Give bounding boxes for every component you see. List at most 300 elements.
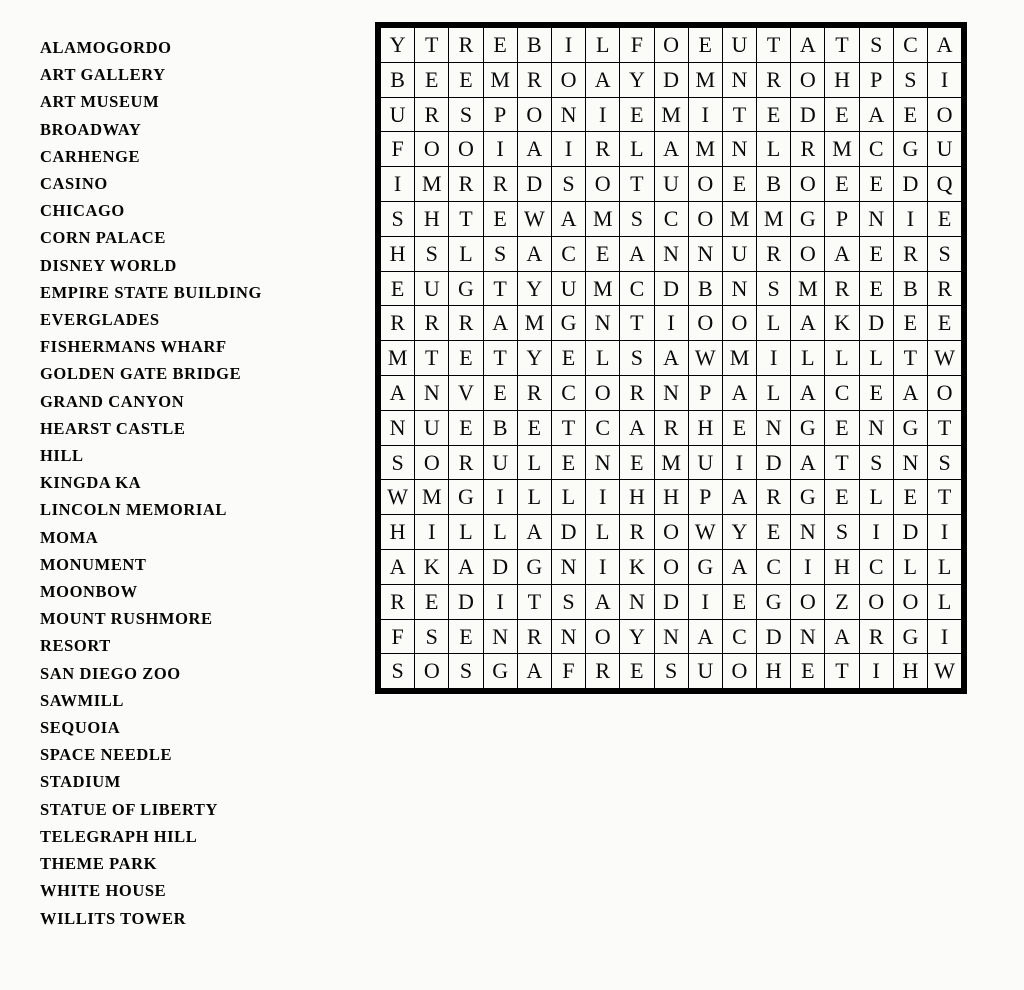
grid-cell[interactable]: I [791, 549, 825, 584]
grid-cell[interactable]: S [381, 654, 415, 689]
grid-cell[interactable]: O [791, 584, 825, 619]
grid-cell[interactable]: D [551, 515, 585, 550]
grid-cell[interactable]: H [825, 62, 859, 97]
grid-cell[interactable]: O [654, 549, 688, 584]
grid-cell[interactable]: S [928, 236, 962, 271]
grid-cell[interactable]: A [620, 410, 654, 445]
grid-cell[interactable]: N [791, 515, 825, 550]
grid-cell[interactable]: O [415, 445, 449, 480]
grid-cell[interactable]: A [859, 97, 893, 132]
grid-cell[interactable]: O [415, 654, 449, 689]
grid-cell[interactable]: H [688, 410, 722, 445]
grid-cell[interactable]: C [859, 549, 893, 584]
grid-cell[interactable]: U [688, 654, 722, 689]
grid-cell[interactable]: L [859, 480, 893, 515]
grid-cell[interactable]: E [586, 236, 620, 271]
grid-cell[interactable]: I [688, 584, 722, 619]
grid-cell[interactable]: N [757, 410, 791, 445]
grid-cell[interactable]: A [586, 584, 620, 619]
grid-cell[interactable]: E [722, 167, 756, 202]
grid-cell[interactable]: L [928, 584, 962, 619]
word-list-item[interactable]: LINCOLN MEMORIAL [40, 500, 227, 520]
grid-cell[interactable]: R [449, 445, 483, 480]
grid-cell[interactable]: T [449, 201, 483, 236]
grid-cell[interactable]: O [688, 201, 722, 236]
grid-cell[interactable]: I [381, 167, 415, 202]
grid-cell[interactable]: U [722, 28, 756, 63]
grid-cell[interactable]: L [517, 445, 551, 480]
word-list-item[interactable]: TELEGRAPH HILL [40, 826, 198, 846]
grid-cell[interactable]: M [654, 445, 688, 480]
grid-cell[interactable]: E [449, 62, 483, 97]
word-list-item[interactable]: MOUNT RUSHMORE [40, 609, 213, 629]
grid-cell[interactable]: U [688, 445, 722, 480]
grid-cell[interactable]: T [415, 341, 449, 376]
grid-cell[interactable]: D [483, 549, 517, 584]
grid-cell[interactable]: E [551, 341, 585, 376]
grid-cell[interactable]: T [928, 410, 962, 445]
grid-cell[interactable]: R [825, 271, 859, 306]
grid-cell[interactable]: T [620, 167, 654, 202]
grid-cell[interactable]: D [757, 619, 791, 654]
grid-cell[interactable]: L [449, 515, 483, 550]
grid-cell[interactable]: S [483, 236, 517, 271]
grid-cell[interactable]: O [893, 584, 927, 619]
grid-cell[interactable]: M [381, 341, 415, 376]
grid-cell[interactable]: E [791, 654, 825, 689]
grid-cell[interactable]: L [586, 515, 620, 550]
grid-cell[interactable]: G [517, 549, 551, 584]
grid-cell[interactable]: T [483, 341, 517, 376]
grid-cell[interactable]: G [791, 410, 825, 445]
word-list-item[interactable]: GOLDEN GATE BRIDGE [40, 364, 242, 384]
grid-cell[interactable]: W [517, 201, 551, 236]
grid-cell[interactable]: Q [928, 167, 962, 202]
grid-cell[interactable]: N [654, 619, 688, 654]
grid-cell[interactable]: E [620, 654, 654, 689]
grid-cell[interactable]: Y [517, 271, 551, 306]
grid-cell[interactable]: N [586, 445, 620, 480]
grid-cell[interactable]: A [517, 132, 551, 167]
word-list-item[interactable]: WILLITS TOWER [40, 908, 187, 928]
grid-cell[interactable]: G [688, 549, 722, 584]
grid-cell[interactable]: A [586, 62, 620, 97]
grid-cell[interactable]: A [620, 236, 654, 271]
grid-cell[interactable]: E [449, 410, 483, 445]
grid-cell[interactable]: H [620, 480, 654, 515]
grid-cell[interactable]: E [620, 97, 654, 132]
grid-cell[interactable]: S [859, 28, 893, 63]
grid-cell[interactable]: B [517, 28, 551, 63]
grid-cell[interactable]: E [928, 306, 962, 341]
grid-cell[interactable]: A [722, 375, 756, 410]
grid-cell[interactable]: P [688, 480, 722, 515]
grid-cell[interactable]: T [825, 28, 859, 63]
grid-cell[interactable]: C [551, 375, 585, 410]
grid-cell[interactable]: N [586, 306, 620, 341]
grid-cell[interactable]: A [654, 341, 688, 376]
grid-cell[interactable]: L [893, 549, 927, 584]
grid-cell[interactable]: O [791, 236, 825, 271]
grid-cell[interactable]: H [825, 549, 859, 584]
grid-cell[interactable]: U [928, 132, 962, 167]
grid-cell[interactable]: D [449, 584, 483, 619]
grid-cell[interactable]: N [654, 375, 688, 410]
grid-cell[interactable]: I [551, 28, 585, 63]
grid-cell[interactable]: R [415, 306, 449, 341]
grid-cell[interactable]: S [859, 445, 893, 480]
grid-cell[interactable]: O [449, 132, 483, 167]
grid-cell[interactable]: R [757, 62, 791, 97]
grid-cell[interactable]: R [757, 236, 791, 271]
grid-cell[interactable]: G [791, 201, 825, 236]
grid-cell[interactable]: O [791, 167, 825, 202]
grid-cell[interactable]: O [517, 97, 551, 132]
grid-cell[interactable]: H [381, 515, 415, 550]
grid-cell[interactable]: U [654, 167, 688, 202]
grid-cell[interactable]: E [620, 445, 654, 480]
grid-cell[interactable]: R [381, 584, 415, 619]
grid-cell[interactable]: R [517, 62, 551, 97]
grid-cell[interactable]: I [757, 341, 791, 376]
word-list-item[interactable]: MOONBOW [40, 582, 138, 602]
grid-cell[interactable]: D [517, 167, 551, 202]
grid-cell[interactable]: U [415, 271, 449, 306]
grid-cell[interactable]: B [893, 271, 927, 306]
grid-cell[interactable]: T [928, 480, 962, 515]
grid-cell[interactable]: N [722, 62, 756, 97]
grid-cell[interactable]: D [859, 306, 893, 341]
grid-cell[interactable]: L [825, 341, 859, 376]
word-list-item[interactable]: SEQUOIA [40, 718, 121, 738]
word-list-item[interactable]: THEME PARK [40, 854, 158, 874]
grid-cell[interactable]: I [586, 480, 620, 515]
grid-cell[interactable]: R [517, 619, 551, 654]
grid-cell[interactable]: G [551, 306, 585, 341]
grid-cell[interactable]: I [893, 201, 927, 236]
grid-cell[interactable]: T [825, 654, 859, 689]
word-list-item[interactable]: EVERGLADES [40, 310, 160, 330]
grid-cell[interactable]: T [825, 445, 859, 480]
grid-cell[interactable]: A [551, 201, 585, 236]
grid-cell[interactable]: Y [381, 28, 415, 63]
grid-cell[interactable]: E [859, 236, 893, 271]
grid-cell[interactable]: O [654, 515, 688, 550]
grid-cell[interactable]: R [483, 167, 517, 202]
grid-cell[interactable]: D [791, 97, 825, 132]
grid-cell[interactable]: E [757, 97, 791, 132]
grid-cell[interactable]: S [893, 62, 927, 97]
grid-cell[interactable]: G [893, 619, 927, 654]
grid-cell[interactable]: E [722, 410, 756, 445]
grid-cell[interactable]: K [620, 549, 654, 584]
grid-cell[interactable]: N [791, 619, 825, 654]
grid-cell[interactable]: P [825, 201, 859, 236]
word-list-item[interactable]: STADIUM [40, 772, 121, 792]
grid-cell[interactable]: T [517, 584, 551, 619]
grid-cell[interactable]: A [654, 132, 688, 167]
grid-cell[interactable]: Y [517, 341, 551, 376]
grid-cell[interactable]: Z [825, 584, 859, 619]
grid-cell[interactable]: E [893, 97, 927, 132]
word-list-item[interactable]: CORN PALACE [40, 228, 166, 248]
grid-cell[interactable]: I [586, 97, 620, 132]
grid-cell[interactable]: C [757, 549, 791, 584]
grid-cell[interactable]: L [620, 132, 654, 167]
grid-cell[interactable]: L [586, 341, 620, 376]
grid-cell[interactable]: M [757, 201, 791, 236]
word-list-item[interactable]: CARHENGE [40, 146, 141, 166]
grid-cell[interactable]: W [688, 341, 722, 376]
grid-cell[interactable]: I [688, 97, 722, 132]
grid-cell[interactable]: E [483, 375, 517, 410]
grid-cell[interactable]: A [381, 549, 415, 584]
grid-cell[interactable]: C [551, 236, 585, 271]
grid-cell[interactable]: N [551, 619, 585, 654]
grid-cell[interactable]: E [449, 341, 483, 376]
grid-cell[interactable]: N [551, 97, 585, 132]
grid-cell[interactable]: L [551, 480, 585, 515]
grid-cell[interactable]: M [415, 480, 449, 515]
grid-cell[interactable]: O [586, 619, 620, 654]
grid-cell[interactable]: U [381, 97, 415, 132]
grid-cell[interactable]: K [415, 549, 449, 584]
grid-cell[interactable]: L [586, 28, 620, 63]
grid-cell[interactable]: N [722, 271, 756, 306]
grid-cell[interactable]: S [415, 619, 449, 654]
grid-cell[interactable]: K [825, 306, 859, 341]
grid-cell[interactable]: R [449, 306, 483, 341]
grid-cell[interactable]: D [654, 271, 688, 306]
grid-cell[interactable]: I [551, 132, 585, 167]
grid-cell[interactable]: C [893, 28, 927, 63]
grid-cell[interactable]: O [551, 62, 585, 97]
grid-cell[interactable]: C [722, 619, 756, 654]
grid-cell[interactable]: E [551, 445, 585, 480]
grid-cell[interactable]: E [449, 619, 483, 654]
word-list-item[interactable]: MOMA [40, 527, 99, 547]
grid-cell[interactable]: U [415, 410, 449, 445]
grid-cell[interactable]: Y [620, 619, 654, 654]
grid-cell[interactable]: F [381, 619, 415, 654]
grid-cell[interactable]: E [415, 62, 449, 97]
grid-cell[interactable]: R [586, 654, 620, 689]
grid-cell[interactable]: E [381, 271, 415, 306]
grid-cell[interactable]: E [757, 515, 791, 550]
grid-cell[interactable]: R [449, 167, 483, 202]
grid-cell[interactable]: W [381, 480, 415, 515]
grid-cell[interactable]: T [415, 28, 449, 63]
grid-cell[interactable]: M [688, 132, 722, 167]
grid-cell[interactable]: O [688, 167, 722, 202]
grid-cell[interactable]: E [859, 167, 893, 202]
grid-cell[interactable]: S [620, 201, 654, 236]
grid-cell[interactable]: A [381, 375, 415, 410]
grid-cell[interactable]: A [791, 306, 825, 341]
grid-cell[interactable]: F [551, 654, 585, 689]
grid-cell[interactable]: O [859, 584, 893, 619]
word-list-item[interactable]: RESORT [40, 636, 111, 656]
grid-cell[interactable]: M [415, 167, 449, 202]
grid-cell[interactable]: O [928, 97, 962, 132]
grid-cell[interactable]: D [654, 62, 688, 97]
grid-cell[interactable]: I [928, 515, 962, 550]
grid-cell[interactable]: A [517, 654, 551, 689]
grid-cell[interactable]: S [825, 515, 859, 550]
grid-cell[interactable]: M [483, 62, 517, 97]
grid-cell[interactable]: R [654, 410, 688, 445]
grid-cell[interactable]: R [415, 97, 449, 132]
grid-cell[interactable]: S [654, 654, 688, 689]
grid-cell[interactable]: A [722, 480, 756, 515]
grid-cell[interactable]: Y [722, 515, 756, 550]
grid-cell[interactable]: A [449, 549, 483, 584]
grid-cell[interactable]: O [928, 375, 962, 410]
grid-cell[interactable]: R [859, 619, 893, 654]
grid-cell[interactable]: O [586, 375, 620, 410]
grid-cell[interactable]: N [620, 584, 654, 619]
grid-cell[interactable]: B [381, 62, 415, 97]
grid-cell[interactable]: E [688, 28, 722, 63]
grid-cell[interactable]: U [483, 445, 517, 480]
word-list-item[interactable]: DISNEY WORLD [40, 255, 177, 275]
grid-cell[interactable]: U [722, 236, 756, 271]
grid-cell[interactable]: W [688, 515, 722, 550]
grid-cell[interactable]: L [483, 515, 517, 550]
grid-cell[interactable]: Y [620, 62, 654, 97]
grid-cell[interactable]: E [893, 306, 927, 341]
grid-cell[interactable]: A [517, 515, 551, 550]
grid-cell[interactable]: L [928, 549, 962, 584]
grid-cell[interactable]: A [517, 236, 551, 271]
grid-cell[interactable]: E [825, 410, 859, 445]
grid-cell[interactable]: G [791, 480, 825, 515]
grid-cell[interactable]: N [688, 236, 722, 271]
grid-cell[interactable]: S [381, 445, 415, 480]
grid-cell[interactable]: M [586, 271, 620, 306]
grid-cell[interactable]: A [825, 619, 859, 654]
grid-cell[interactable]: A [483, 306, 517, 341]
grid-cell[interactable]: S [551, 167, 585, 202]
grid-cell[interactable]: E [415, 584, 449, 619]
grid-cell[interactable]: H [654, 480, 688, 515]
grid-cell[interactable]: A [825, 236, 859, 271]
grid-cell[interactable]: O [722, 306, 756, 341]
grid-cell[interactable]: D [654, 584, 688, 619]
word-list-item[interactable]: WHITE HOUSE [40, 881, 167, 901]
grid-cell[interactable]: N [654, 236, 688, 271]
grid-cell[interactable]: I [928, 62, 962, 97]
grid-cell[interactable]: N [415, 375, 449, 410]
grid-cell[interactable]: O [688, 306, 722, 341]
grid-cell[interactable]: O [654, 28, 688, 63]
word-list-item[interactable]: SPACE NEEDLE [40, 745, 173, 765]
grid-cell[interactable]: M [586, 201, 620, 236]
grid-cell[interactable]: H [893, 654, 927, 689]
word-list-item[interactable]: SAN DIEGO ZOO [40, 663, 181, 683]
grid-cell[interactable]: S [620, 341, 654, 376]
grid-cell[interactable]: F [620, 28, 654, 63]
grid-cell[interactable]: M [722, 201, 756, 236]
grid-cell[interactable]: R [620, 515, 654, 550]
grid-cell[interactable]: M [825, 132, 859, 167]
grid-cell[interactable]: A [722, 549, 756, 584]
grid-cell[interactable]: R [620, 375, 654, 410]
grid-cell[interactable]: D [757, 445, 791, 480]
grid-cell[interactable]: C [859, 132, 893, 167]
grid-cell[interactable]: I [483, 480, 517, 515]
word-list-item[interactable]: ART GALLERY [40, 65, 166, 85]
word-list-item[interactable]: MONUMENT [40, 554, 147, 574]
grid-cell[interactable]: D [893, 167, 927, 202]
grid-cell[interactable]: E [893, 480, 927, 515]
grid-cell[interactable]: M [791, 271, 825, 306]
grid-cell[interactable]: E [859, 271, 893, 306]
word-list-item[interactable]: KINGDA KA [40, 473, 142, 493]
grid-cell[interactable]: N [859, 201, 893, 236]
grid-cell[interactable]: W [928, 654, 962, 689]
grid-cell[interactable]: S [381, 201, 415, 236]
grid-cell[interactable]: A [893, 375, 927, 410]
grid-cell[interactable]: D [893, 515, 927, 550]
grid-cell[interactable]: I [928, 619, 962, 654]
grid-cell[interactable]: R [517, 375, 551, 410]
grid-cell[interactable]: E [859, 375, 893, 410]
grid-cell[interactable]: S [415, 236, 449, 271]
grid-cell[interactable]: T [722, 97, 756, 132]
grid-cell[interactable]: O [722, 654, 756, 689]
word-list-item[interactable]: EMPIRE STATE BUILDING [40, 282, 262, 302]
grid-cell[interactable]: R [586, 132, 620, 167]
grid-cell[interactable]: W [928, 341, 962, 376]
grid-cell[interactable]: P [859, 62, 893, 97]
grid-cell[interactable]: E [825, 480, 859, 515]
word-list-item[interactable]: ALAMOGORDO [40, 38, 172, 57]
grid-cell[interactable]: O [415, 132, 449, 167]
grid-cell[interactable]: I [483, 132, 517, 167]
grid-cell[interactable]: F [381, 132, 415, 167]
grid-cell[interactable]: T [551, 410, 585, 445]
grid-cell[interactable]: I [859, 654, 893, 689]
grid-cell[interactable]: R [449, 28, 483, 63]
word-list-item[interactable]: STATUE OF LIBERTY [40, 799, 219, 819]
grid-cell[interactable]: L [449, 236, 483, 271]
grid-cell[interactable]: S [449, 654, 483, 689]
grid-cell[interactable]: M [722, 341, 756, 376]
grid-cell[interactable]: S [928, 445, 962, 480]
grid-cell[interactable]: C [825, 375, 859, 410]
grid-cell[interactable]: E [928, 201, 962, 236]
grid-cell[interactable]: E [825, 167, 859, 202]
grid-cell[interactable]: E [722, 584, 756, 619]
grid-cell[interactable]: R [381, 306, 415, 341]
grid-cell[interactable]: G [483, 654, 517, 689]
grid-cell[interactable]: B [757, 167, 791, 202]
grid-cell[interactable]: I [483, 584, 517, 619]
grid-cell[interactable]: L [757, 132, 791, 167]
grid-cell[interactable]: G [449, 271, 483, 306]
word-list-item[interactable]: CASINO [40, 174, 108, 194]
grid-cell[interactable]: N [551, 549, 585, 584]
word-list-item[interactable]: BROADWAY [40, 119, 142, 139]
grid-cell[interactable]: P [688, 375, 722, 410]
grid-cell[interactable]: A [928, 28, 962, 63]
grid-cell[interactable]: H [381, 236, 415, 271]
grid-cell[interactable]: P [483, 97, 517, 132]
grid-cell[interactable]: N [381, 410, 415, 445]
word-list-item[interactable]: CHICAGO [40, 201, 125, 221]
grid-cell[interactable]: N [483, 619, 517, 654]
